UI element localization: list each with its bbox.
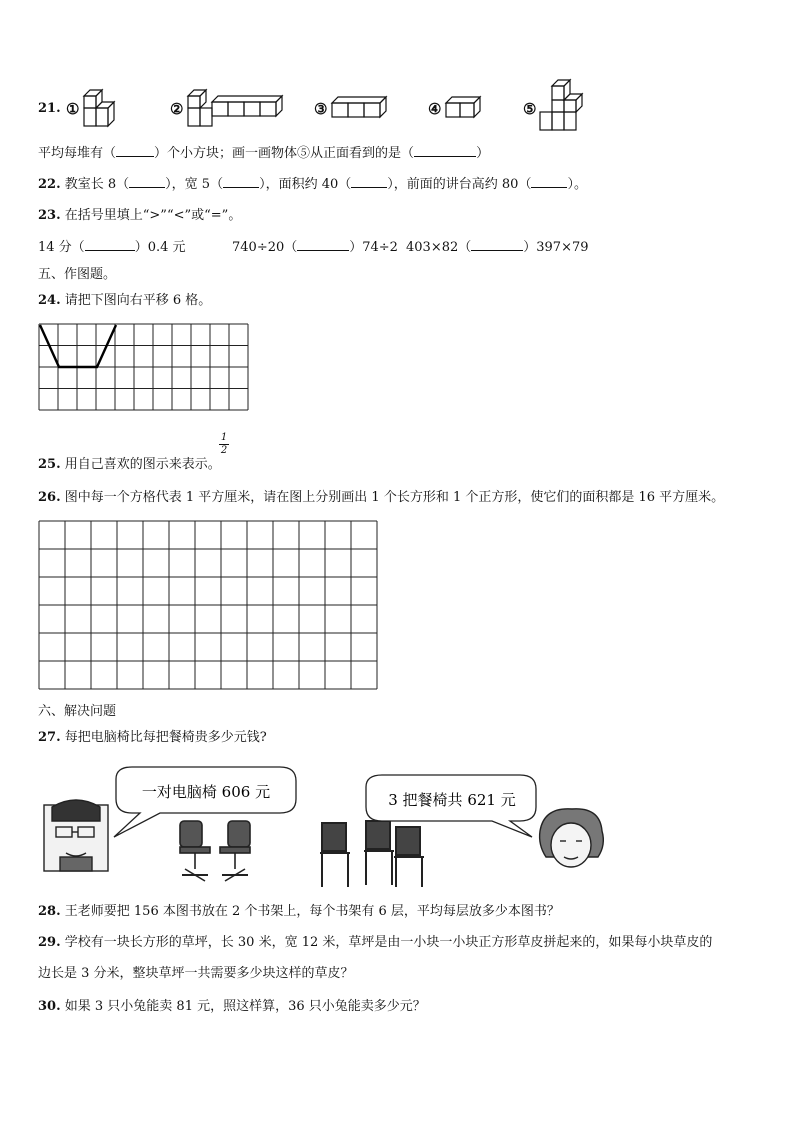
fraction-one-half	[219, 432, 229, 457]
q22-text-c: ），面积约 40（	[259, 177, 352, 192]
q26-number: 26.	[38, 490, 61, 505]
q25-number: 25.	[38, 457, 61, 472]
answer-blank[interactable]	[85, 239, 135, 251]
q24-number: 24.	[38, 293, 61, 308]
q30-line	[38, 998, 426, 1016]
q24-line	[38, 292, 211, 310]
cube-stack-figure-1	[82, 84, 132, 129]
fraction-numerator: 1	[220, 432, 228, 443]
q23-item-2-left: 740÷20（	[232, 240, 298, 255]
dining-chairs	[320, 821, 424, 887]
q23-item-1	[38, 239, 186, 257]
answer-blank[interactable]	[129, 176, 165, 188]
q29-text-line1: 学校有一块长方形的草坪，长 30 米，宽 12 米，草坪是由一小块一小块正方形草皮拼起来的，如果每小块草皮的	[64, 935, 713, 950]
answer-blank[interactable]	[351, 176, 387, 188]
q23-item-2-right: ）74÷2	[349, 240, 398, 255]
q21-number: 21.	[38, 101, 61, 116]
q27-text: 每把电脑椅比每把餐椅贵多少元钱?	[64, 730, 267, 745]
q23-item-3-right: ）397×79	[523, 240, 589, 255]
q25-tail: 。	[207, 457, 221, 472]
q30-text: 如果 3 只小兔能卖 81 元，照这样算，36 只小兔能卖多少元？	[64, 999, 426, 1014]
q22-text-a: 教室长 8（	[64, 177, 130, 192]
answer-blank[interactable]	[297, 239, 349, 251]
q23-title-line	[38, 207, 241, 225]
q28-text: 王老师要把 156 本图书放在 2 个书架上，每个书架有 6 层，平均每层放多少本图书？	[64, 904, 560, 919]
q21-text-c: 从正面看到的是（	[310, 146, 415, 161]
fraction-denominator: 2	[220, 445, 228, 456]
q30-number: 30.	[38, 999, 61, 1014]
answer-blank[interactable]	[471, 239, 523, 251]
q22-number: 22.	[38, 177, 61, 192]
figure-label-4: ④	[428, 100, 442, 118]
q29-number: 29.	[38, 935, 61, 950]
q23-item-3	[406, 239, 589, 257]
q28-line	[38, 903, 560, 921]
q22-text-e: ）。	[567, 177, 587, 192]
speech-bubble-left	[114, 767, 296, 837]
q25-text: 用自己喜欢的图示来表示	[64, 457, 208, 472]
figure-label-2: ②	[170, 100, 184, 118]
q26-line	[38, 489, 724, 507]
section-six-heading: 六、解决问题	[38, 704, 117, 719]
answer-blank[interactable]	[414, 145, 476, 157]
q23-title: 在括号里填上“>”“<”或“=”。	[64, 208, 242, 223]
area-grid[interactable]	[38, 520, 381, 690]
figure-label-5: ⑤	[523, 100, 537, 118]
office-chairs	[180, 821, 250, 881]
q21-question-line	[38, 145, 489, 163]
q22-text-b: ），宽 5（	[165, 177, 224, 192]
q23-item-1-right: ）0.4 元	[134, 240, 186, 255]
cube-stack-figure-3	[330, 95, 390, 125]
circled-five: ⑤	[297, 146, 311, 161]
q21-text-d: ）	[476, 146, 490, 161]
q23-number: 23.	[38, 208, 61, 223]
q26-text: 图中每一个方格代表 1 平方厘米，请在图上分别画出 1 个长方形和 1 个正方形，使它们的面积都是 16 平方厘米。	[64, 490, 725, 505]
figure-label-3: ③	[314, 100, 328, 118]
bubble-right-text: 3 把餐椅共 621 元	[388, 791, 516, 809]
chair-price-illustration	[40, 765, 640, 895]
q29-line-2: 边长是 3 分米，整块草坪一共需要多少块这样的草皮？	[38, 966, 354, 981]
q27-line	[38, 729, 267, 747]
cube-stack-figure-4	[444, 95, 494, 125]
q21-text-b: ）个小方块；画一画物体	[154, 146, 298, 161]
answer-blank[interactable]	[116, 145, 154, 157]
bubble-left-text: 一对电脑椅 606 元	[141, 783, 271, 801]
q29-line-1	[38, 934, 712, 952]
woman-avatar	[540, 809, 604, 867]
q24-text: 请把下图向右平移 6 格。	[64, 293, 212, 308]
q23-item-1-left: 14 分（	[38, 240, 85, 255]
q23-item-3-left: 403×82（	[406, 240, 472, 255]
cube-stack-figure-5	[538, 78, 588, 133]
q21-text-a: 平均每堆有（	[38, 146, 117, 161]
q25-line	[38, 456, 221, 474]
q23-item-2	[232, 239, 398, 257]
q22-text-d: ），前面的讲台高约 80（	[387, 177, 532, 192]
q28-number: 28.	[38, 904, 61, 919]
boy-avatar	[44, 800, 108, 871]
figure-label-1: ①	[66, 100, 80, 118]
q22-line	[38, 176, 587, 194]
q27-number: 27.	[38, 730, 61, 745]
answer-blank[interactable]	[223, 176, 259, 188]
translation-grid[interactable]	[38, 323, 248, 411]
section-five-heading: 五、作图题。	[38, 267, 117, 282]
cube-stack-figure-2	[186, 84, 296, 129]
answer-blank[interactable]	[531, 176, 567, 188]
